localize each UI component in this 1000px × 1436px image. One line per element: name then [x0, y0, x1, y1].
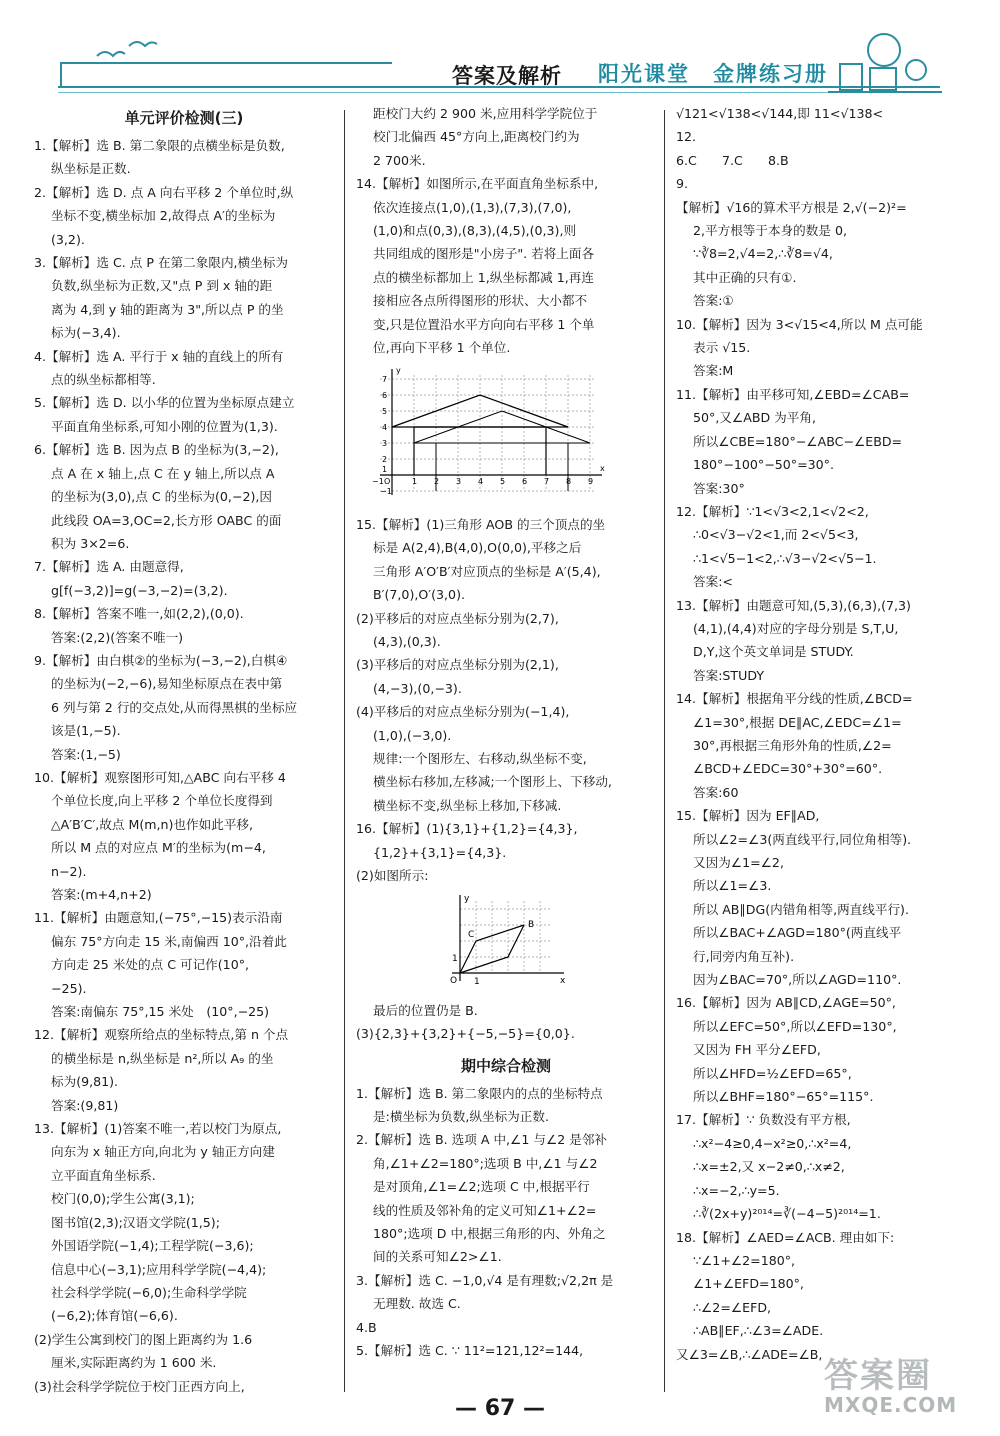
text-line: 所以 M 点的对应点 M′的坐标为(m−4, [51, 840, 266, 856]
text-line: 3.【解析】选 C. 点 P 在第二象限内,横坐标为 [34, 255, 288, 271]
axis-label-x: x [560, 976, 566, 987]
text-line: 2.【解析】选 B. 选项 A 中,∠1 与∠2 是邻补 [356, 1132, 608, 1148]
text-line: 又∠3=∠B,∴∠ADE=∠B, [676, 1346, 823, 1362]
text-line: 8.【解析】答案不唯一,如(2,2),(0,0). [34, 606, 244, 622]
text-line: (4,−3),(0,−3). [373, 680, 462, 696]
y-tick: 3 [382, 439, 388, 449]
text-line: 平面直角坐标系,可知小刚的位置为(1,3). [51, 418, 278, 434]
vector-graph-svg [442, 891, 572, 987]
text-line: 标是 A(2,4),B(4,0),O(0,0),平移之后 [373, 540, 582, 556]
text-line: ∠1+∠EFD=180°, [693, 1276, 804, 1292]
section-title-unit-test-3: 单元评价检测(三) [124, 109, 244, 127]
point-label-b: B [528, 920, 535, 931]
text-line: 16.【解析】因为 AB∥CD,∠AGE=50°, [676, 995, 896, 1011]
text-line: 所以∠1=∠3. [693, 878, 772, 894]
text-line: 15.【解析】(1)三角形 AOB 的三个顶点的坐 [356, 516, 606, 532]
text-line: 3.【解析】选 C. −1,0,√4 是有理数;√2,2π 是 [356, 1272, 614, 1288]
axis-label-x: x [600, 464, 605, 474]
text-line: 12. [676, 129, 697, 145]
text-line: 12.【解析】∵1<√3<2,1<√2<2, [676, 503, 869, 519]
text-line: 横坐标不变,纵坐标上移加,下移减. [373, 797, 562, 813]
text-line: 11.【解析】由题意知,(−75°,−15)表示沿南 [34, 910, 283, 926]
answer-list [356, 513, 656, 888]
text-line: 坐标不变,横坐标加 2,故得点 A′的坐标为 [51, 208, 276, 224]
text-line: 又因为∠1=∠2, [693, 855, 784, 870]
x-tick: 9 [588, 477, 594, 487]
text-line: 答案:M [693, 363, 734, 379]
text-line: 社会科学学院(−6,0);生命科学学院 [51, 1284, 247, 1300]
text-line: 5.【解析】选 D. 以小华的位置为坐标原点建立 [34, 395, 295, 411]
text-line: 立平面直角坐标系. [51, 1167, 156, 1183]
text-line: 点的横坐标都加上 1,纵坐标都减 1,再连 [373, 269, 594, 285]
text-line: 间的关系可知∠2>∠1. [373, 1249, 502, 1265]
text-line: B′(7,0),O′(3,0). [373, 587, 465, 603]
text-line: {1,2}+{3,1}={4,3}. [373, 844, 507, 860]
text-line: 方向走 25 米处的点 C 可记作(10°, [51, 957, 250, 973]
text-line: 14.【解析】根据角平分线的性质,∠BCD= [676, 691, 913, 707]
y-tick: 6 [382, 391, 388, 401]
text-line: (1,0)和点(0,3),(8,3),(4,5),(0,3),则 [373, 223, 577, 239]
text-line: 13.【解析】(1)答案不唯一,若以校门为原点, [34, 1121, 282, 1137]
x-tick: 2 [434, 477, 440, 487]
text-line: ∴1<√5−1<2,∴√3−√2<√5−1. [693, 550, 877, 566]
text-line: (2)学生公寓到校门的图上距离约为 1.6 [34, 1331, 253, 1347]
text-line: 标为(−3,4). [51, 325, 121, 341]
y-tick: −1 [380, 487, 392, 497]
text-line: 离为 4,到 y 轴的距离为 3",所以点 P 的坐 [51, 301, 284, 317]
text-line: 180°−100°−50°=30°. [693, 457, 834, 473]
answer-list [676, 102, 976, 1366]
text-line: ∴x=±2,又 x−2≠0,∴x≠2, [693, 1159, 845, 1175]
text-line: 答案:(1,−5) [51, 746, 121, 762]
text-line: ∵∠1+∠2=180°, [693, 1252, 796, 1268]
text-line: 答案:南偏东 75°,15 米处 (10°,−25) [51, 1004, 270, 1020]
text-line: ∠BCD+∠EDC=30°+30°=60°. [693, 761, 883, 777]
text-line: (−6,2);体育馆(−6,6). [51, 1308, 178, 1324]
header-title: 答案及解析 [452, 64, 562, 88]
text-line: 所以∠BHF=180°−65°=115°. [693, 1089, 874, 1105]
text-line: 此线段 OA=3,OC=2,长方形 OABC 的面 [51, 512, 282, 528]
text-line: 校门北偏西 45°方向上,距离校门约为 [373, 129, 580, 145]
text-line: 6 列与第 2 行的交点处,从而得黑棋的坐标应 [51, 699, 298, 715]
text-line: 所以∠BAC+∠AGD=180°(两直线平 [693, 925, 902, 941]
text-line: −25). [51, 980, 87, 996]
text-line: 因为∠BAC=70°,所以∠AGD=110°. [693, 972, 902, 988]
text-line: ∴∛(2x+y)²⁰¹⁴=∛(−4−5)²⁰¹⁴=1. [693, 1206, 881, 1222]
text-line: 是:横坐标为负数,纵坐标为正数. [373, 1109, 549, 1124]
text-line: ∴∠2=∠EFD, [693, 1299, 772, 1315]
text-line: 50°,又∠ABD 为平角, [693, 410, 816, 426]
text-line: n−2). [51, 863, 87, 879]
text-line: 信息中心(−3,1);应用科学学院(−4,4); [51, 1261, 267, 1277]
answer-list [356, 102, 656, 359]
text-line: 依次连接点(1,0),(1,3),(7,3),(7,0), [373, 199, 572, 215]
figure-house-graph [370, 363, 656, 508]
text-line: 个单位长度,向上平移 2 个单位长度得到 [51, 793, 273, 809]
text-line: 答案:< [693, 574, 733, 590]
answer-list [34, 134, 334, 1398]
watermark-logo [824, 1348, 957, 1417]
text-line: ∴x²−4≥0,4−x²≥0,∴x²=4, [693, 1135, 852, 1151]
figure-vector-graph [442, 891, 656, 994]
text-line: (4,1),(4,4)对应的字母分别是 S,T,U, [693, 620, 899, 636]
x-tick: 8 [566, 477, 572, 487]
text-line: 位,再向下平移 1 个单位. [373, 340, 511, 356]
text-line: 13.【解析】由题意可知,(5,3),(6,3),(7,3) [676, 597, 911, 613]
text-line: (1,0),(−3,0). [373, 727, 452, 743]
header-rule-thin [58, 92, 940, 93]
text-line: 9.【解析】由白棋②的坐标为(−3,−2),白棋④ [34, 652, 288, 668]
text-line: 14.【解析】如图所示,在平面直角坐标系中, [356, 176, 599, 192]
house-graph-svg [370, 363, 610, 501]
column-3 [676, 102, 976, 1366]
y-tick: 1 [382, 465, 388, 475]
text-line: 外国语学院(−1,4);工程学院(−3,6); [51, 1238, 254, 1254]
text-line: 答案:30° [693, 480, 745, 496]
text-line: (3){2,3}+{3,2}+{−5,−5}={0,0}. [356, 1026, 575, 1042]
text-line: 2.【解析】选 D. 点 A 向右平移 2 个单位时,纵 [34, 184, 294, 200]
text-line: 所以∠EFC=50°,所以∠EFD=130°, [693, 1018, 897, 1034]
text-line: 三角形 A′O′B′对应顶点的坐标是 A′(5,4), [373, 563, 601, 579]
text-line: (4)平移后的对应点坐标分别为(−1,4), [356, 704, 570, 720]
text-line: ∵∛8=2,√4=2,∴∛8=√4, [693, 246, 833, 262]
text-line: (3)平移后的对应点坐标分别为(2,1), [356, 657, 559, 673]
text-line: 所以∠2=∠3(两直线平行,同位角相等). [693, 831, 912, 847]
text-line: (3)社会科学学院位于校门正西方向上, [34, 1378, 245, 1394]
text-line: 的坐标为(3,0),点 C 的坐标为(0,−2),因 [51, 489, 273, 505]
text-line: 4.B [356, 1319, 377, 1335]
text-line: 角,∠1+∠2=180°;选项 B 中,∠1 与∠2 [373, 1155, 598, 1171]
x-tick: 7 [544, 477, 550, 487]
text-line: 180°;选项 D 中,根据三角形的内、外角之 [373, 1226, 606, 1242]
y-tick: 4 [382, 423, 388, 433]
text-line: 【解析】√16的算术平方根是 2,√(−2)²= [676, 199, 907, 215]
text-line: 距校门大约 2 900 米,应用科学学院位于 [373, 106, 598, 121]
text-line: 偏东 75°方向走 15 米,南偏西 10°,沿着此 [51, 933, 287, 949]
text-line: 线的性质及邻补角的定义可知∠1+∠2= [373, 1202, 597, 1218]
answer-list [356, 1082, 656, 1363]
text-line: 18.【解析】∠AED=∠ACB. 理由如下: [676, 1229, 895, 1245]
text-line: (4,3),(0,3). [373, 633, 441, 649]
x-tick: O [384, 477, 391, 487]
text-line: g[f(−3,2)]=g(−3,−2)=(3,2). [51, 582, 228, 598]
watermark-text: 答案圈 [824, 1356, 932, 1396]
watermark-url: MXQE.COM [824, 1393, 958, 1417]
text-line: 共同组成的图形是"小房子". 若将上面各 [373, 246, 595, 262]
text-line: 6.C 7.C 8.B [676, 152, 789, 168]
x-tick: 1 [474, 977, 480, 988]
text-line: 答案:60 [693, 784, 739, 800]
text-line: △A′B′C′,故点 M(m,n)也作如此平移, [51, 816, 254, 832]
text-line: 该是(1,−5). [51, 723, 121, 739]
mascot-logo-icon [820, 26, 950, 96]
text-line: √121<√138<√144,即 11<√138< [676, 106, 884, 121]
text-line: 1.【解析】选 B. 第二象限的点横坐标是负数, [34, 138, 285, 153]
text-line: 负数,纵坐标为正数,又"点 P 到 x 轴的距 [51, 278, 273, 294]
text-line: ∴AB∥EF,∴∠3=∠ADE. [693, 1323, 824, 1339]
text-line: 其中正确的只有①. [693, 269, 797, 285]
page-number: — 67 — [455, 1396, 545, 1421]
text-line: 1.【解析】选 B. 第二象限内的点的坐标特点 [356, 1085, 603, 1101]
text-line: 7.【解析】选 A. 由题意得, [34, 559, 184, 575]
text-line: 接相应各点所得图形的形状、大小都不 [373, 293, 588, 309]
text-line: (2)如图所示: [356, 867, 429, 883]
text-line: 17.【解析】∵ 负数没有平方根, [676, 1112, 851, 1128]
text-line: 2,平方根等于本身的数是 0, [693, 223, 847, 239]
text-line: 4.【解析】选 A. 平行于 x 轴的直线上的所有 [34, 348, 284, 364]
text-line: 10.【解析】观察图形可知,△ABC 向右平移 4 [34, 769, 286, 785]
text-line: 12.【解析】观察所给点的坐标特点,第 n 个点 [34, 1027, 289, 1043]
text-line: 所以∠HFD=½∠EFD=65°, [693, 1065, 852, 1081]
text-line: 点 A 在 x 轴上,点 C 在 y 轴上,所以点 A [51, 465, 275, 481]
text-line: 点的纵坐标都相等. [51, 372, 156, 388]
text-line: 纵坐标是正数. [51, 161, 131, 177]
column-1 [34, 102, 334, 1398]
y-tick: 5 [382, 407, 388, 417]
answer-list [356, 999, 656, 1046]
text-line: 30°,再根据三角形外角的性质,∠2= [693, 737, 892, 753]
text-line: 规律:一个图形左、右移动,纵坐标不变, [373, 750, 587, 766]
y-tick: 7 [382, 375, 388, 385]
text-line: ∠1=30°,根据 DE∥AC,∠EDC=∠1= [693, 714, 902, 730]
x-tick: 5 [500, 477, 506, 487]
text-line: D,Y,这个英文单词是 STUDY. [693, 644, 854, 660]
text-line: 11.【解析】由平移可知,∠EBD=∠CAB= [676, 386, 910, 402]
text-line: 行,同旁内角互补). [693, 948, 795, 964]
text-line: 校门(0,0);学生公寓(3,1); [51, 1191, 195, 1207]
text-line: 积为 3×2=6. [51, 535, 130, 551]
text-line: ∴0<√3−√2<1,而 2<√5<3, [693, 527, 859, 543]
text-line: 9. [676, 176, 689, 192]
text-line: 答案:① [693, 293, 734, 309]
text-line: (2)平移后的对应点坐标分别为(2,7), [356, 610, 559, 626]
text-line: 无理数. 故选 C. [373, 1296, 461, 1312]
x-tick: −1 [372, 477, 384, 487]
text-line: 5.【解析】选 C. ∵ 11²=121,12²=144, [356, 1343, 584, 1359]
text-line: 15.【解析】因为 EF∥AD, [676, 808, 820, 824]
text-line: ∴x=−2,∴y=5. [693, 1182, 780, 1198]
text-line: (3,2). [51, 231, 85, 247]
axis-label-y: y [396, 366, 401, 376]
text-line: 厘米,实际距离约为 1 600 米. [51, 1355, 217, 1371]
text-line: 标为(9,81). [51, 1074, 119, 1090]
text-line: 变,只是位置沿水平方向向右平移 1 个单 [373, 316, 595, 332]
y-tick: 1 [452, 954, 458, 965]
text-line: 向东为 x 轴正方向,向北为 y 轴正方向建 [51, 1144, 275, 1160]
text-line: 的坐标为(−2,−6),易知坐标原点在表中第 [51, 676, 283, 692]
column-divider-2 [664, 110, 665, 1392]
y-tick: 2 [382, 455, 388, 465]
text-line: 答案:STUDY [693, 667, 765, 683]
origin-label: O [450, 976, 458, 987]
text-line: 图书馆(2,3);汉语文学院(1,5); [51, 1214, 220, 1230]
text-line: 是对顶角,∠1=∠2;选项 C 中,根据平行 [373, 1179, 590, 1195]
text-line: 答案:(m+4,n+2) [51, 887, 152, 902]
text-line: 表示 √15. [693, 340, 751, 356]
text-line: 最后的位置仍是 B. [373, 1002, 478, 1018]
text-line: 10.【解析】因为 3<√15<4,所以 M 点可能 [676, 316, 923, 332]
text-line: 又因为 FH 平分∠EFD, [693, 1042, 821, 1058]
x-tick: 6 [522, 477, 528, 487]
text-line: 6.【解析】选 B. 因为点 B 的坐标为(3,−2), [34, 442, 279, 458]
text-line: 答案:(9,81) [51, 1097, 119, 1113]
text-line: 横坐标右移加,左移减;一个图形上、下移动, [373, 774, 612, 790]
text-line: 的横坐标是 n,纵坐标是 n²,所以 A₉ 的坐 [51, 1050, 274, 1066]
text-line: 2 700米. [373, 152, 426, 168]
x-tick: 1 [412, 477, 418, 487]
section-title-midterm: 期中综合检测 [460, 1056, 551, 1075]
point-label-c: C [468, 930, 475, 941]
page-header [0, 0, 1000, 112]
text-line: 16.【解析】(1){3,1}+{1,2}={4,3}, [356, 821, 578, 837]
column-divider-1 [344, 110, 345, 1392]
x-tick: 4 [478, 477, 484, 487]
text-line: 所以 AB∥DG(内错角相等,两直线平行). [693, 901, 909, 917]
header-frame [60, 62, 392, 88]
column-2 [356, 102, 656, 1362]
text-line: 答案:(2,2)(答案不唯一) [51, 629, 184, 645]
text-line: 所以∠CBE=180°−∠ABC−∠EBD= [693, 433, 903, 449]
axis-label-y: y [464, 894, 470, 905]
header-brand: 阳光课堂 金牌练习册 [598, 62, 828, 86]
x-tick: 3 [456, 477, 462, 487]
